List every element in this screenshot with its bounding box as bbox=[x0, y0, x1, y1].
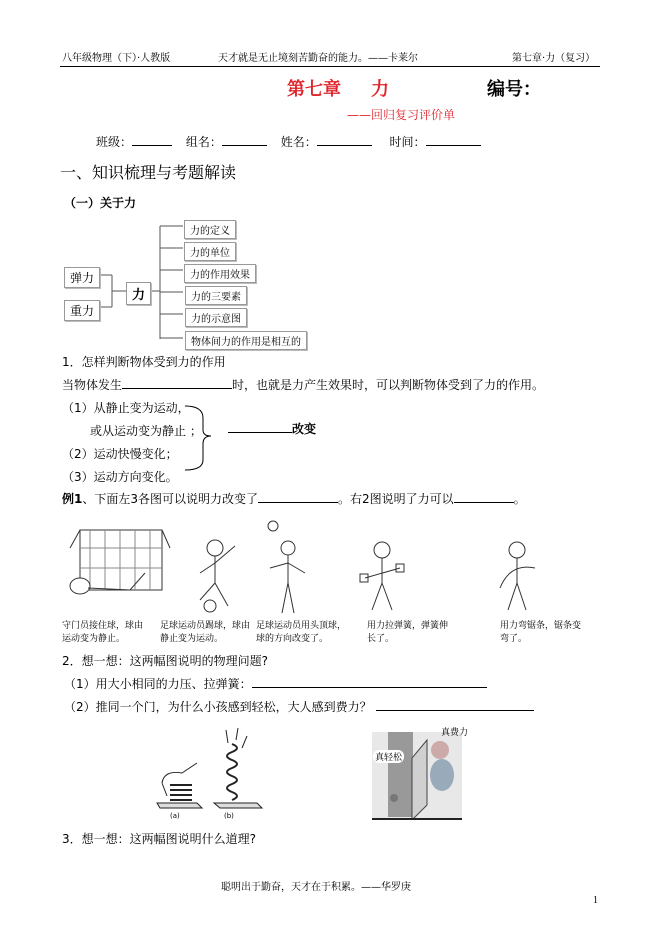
diagram-node: 力的示意图 bbox=[185, 308, 247, 327]
q1-blank[interactable] bbox=[122, 377, 232, 389]
figure-caption: 足球运动员用头顶球， 球的方向改变了。 bbox=[256, 621, 347, 644]
q2-title: 2．想一想：这两幅图说明的物理问题? bbox=[62, 654, 269, 668]
q3-title: 3．想一想：这两幅图说明什么道理? bbox=[62, 832, 257, 846]
page-title: 第七章 力 bbox=[287, 79, 389, 100]
q1-sentence: 当物体发生 时，也就是力产生效果时，可以判断物体受到了力的作用。 bbox=[62, 378, 545, 392]
header-quote: 天才就是无止境刻苦勤奋的能力。——卡莱尔 bbox=[218, 53, 418, 64]
diagram-node: 力的单位 bbox=[184, 242, 236, 261]
number-label: 编号： bbox=[487, 79, 541, 100]
brace-blank[interactable] bbox=[228, 421, 292, 433]
section-heading: 一、知识梳理与考题解读 bbox=[60, 163, 237, 182]
spring-label-a: (a) bbox=[170, 812, 180, 820]
example1-blank1[interactable] bbox=[258, 491, 338, 503]
page-number: 1 bbox=[593, 895, 598, 906]
figure-caption: 足球运动员踢球，球由 静止变为运动。 bbox=[160, 621, 251, 644]
force-effect-illustrations bbox=[60, 518, 620, 618]
q1-item1: （1）从静止变为运动， bbox=[62, 401, 190, 415]
figure-caption: 守门员接住球，球由 运动变为静止。 bbox=[62, 621, 144, 644]
figure-caption: 用力拉弹簧，弹簧伸 长了。 bbox=[367, 621, 449, 644]
speech-bubble-easy: 真轻松 bbox=[373, 750, 404, 763]
footer-quote: 聪明出于勤奋，天才在于积累。——华罗庚 bbox=[221, 882, 411, 893]
q2-item2: （2）推同一个门，为什么小孩感到轻松，大人感到费力？ bbox=[64, 698, 534, 715]
example1-blank2[interactable] bbox=[454, 491, 514, 503]
brace-icon bbox=[183, 404, 223, 474]
diagram-node-force: 力 bbox=[126, 282, 151, 305]
figure-caption: 用力弯锯条，锯条变 弯了。 bbox=[500, 621, 582, 644]
q1-item3: （3）运动方向变化。 bbox=[62, 470, 178, 484]
diagram-node-elastic: 弹力 bbox=[64, 267, 100, 288]
q2-blank1[interactable] bbox=[252, 676, 487, 688]
subtitle: ——回归复习评价单 bbox=[347, 108, 456, 122]
subsection-heading: （一）关于力 bbox=[64, 196, 137, 210]
diagram-node-gravity: 重力 bbox=[64, 300, 100, 321]
q2-blank2[interactable] bbox=[376, 699, 534, 711]
header-left: 八年级物理（下）·人教版 bbox=[62, 53, 171, 64]
q1-title: 1．怎样判断物体受到力的作用 bbox=[62, 355, 226, 369]
q1-item2: （2）运动快慢变化； bbox=[62, 447, 178, 461]
q2-item1: （1）用大小相同的力压、拉弹簧： bbox=[64, 675, 487, 692]
diagram-node: 力的作用效果 bbox=[184, 264, 256, 283]
diagram-node: 力的三要素 bbox=[185, 286, 247, 305]
diagram-node: 力的定义 bbox=[184, 220, 236, 239]
example1: 例1、下面左3各图可以说明力改变了 。右2图说明了力可以 。 bbox=[62, 492, 526, 506]
q1-item1b: 或从运动变为静止 ； bbox=[90, 424, 202, 438]
q1-brace-answer: 改变 bbox=[228, 420, 316, 437]
diagram-node: 物体间力的作用是相互的 bbox=[185, 331, 307, 350]
header-right: 第七章·力（复习） bbox=[512, 53, 596, 64]
spring-label-b: (b) bbox=[224, 812, 234, 820]
speech-bubble-hard: 真费力 bbox=[441, 728, 469, 738]
info-form: 班级： 组名： 姓名： 时间： bbox=[96, 133, 481, 150]
